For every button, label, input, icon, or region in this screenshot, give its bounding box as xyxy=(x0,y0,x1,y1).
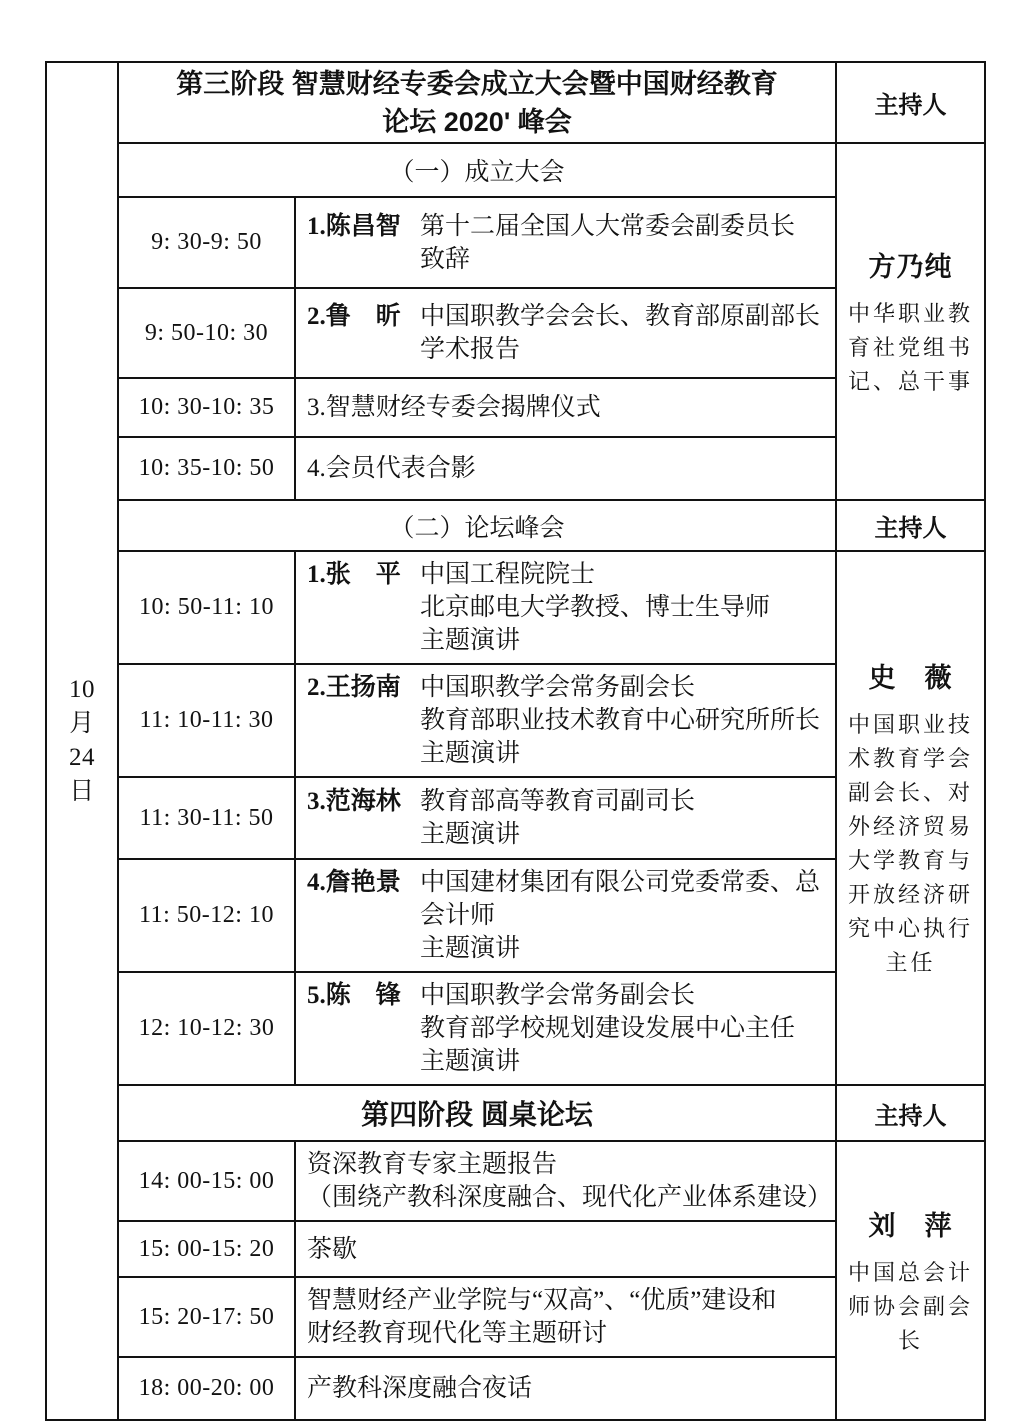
speaker-name: 2.鲁 昕 xyxy=(307,303,401,330)
content-cell xyxy=(295,664,836,777)
host-name: 史 薇 xyxy=(868,663,953,693)
time-cell: 10: 30-10: 35 xyxy=(118,378,295,437)
event-description: 资深教育专家主题报告 （围绕产教科深度融合、现代化产业体系建设） xyxy=(307,1151,833,1211)
section1-title: （一）成立大会 xyxy=(118,143,836,197)
time-cell: 11: 50-12: 10 xyxy=(118,859,295,972)
date-cell: 10 月 24 日 xyxy=(46,62,118,1420)
host-title: 中华职业教 育社党组书 记、总干事 xyxy=(848,300,974,394)
agenda-table xyxy=(45,61,986,1421)
host-column-header: 主持人 xyxy=(836,1085,985,1141)
time-cell: 9: 50-10: 30 xyxy=(118,288,295,378)
event-description: 教育部高等教育司副司长 主题演讲 xyxy=(420,788,696,848)
time-cell: 12: 10-12: 30 xyxy=(118,972,295,1085)
speaker-name: 1.陈昌智 xyxy=(307,212,401,240)
host-column-header: 主持人 xyxy=(836,62,985,143)
section1-host-cell xyxy=(836,143,985,500)
content-cell xyxy=(295,1357,836,1420)
schedule-row xyxy=(46,551,985,664)
event-description: 产教科深度融合夜话 xyxy=(307,1375,533,1402)
content-cell xyxy=(295,1141,836,1221)
event-description: 中国建材集团有限公司党委常委、总 会计师 主题演讲 xyxy=(420,869,821,962)
time-cell: 9: 30-9: 50 xyxy=(118,197,295,288)
section3-header-row xyxy=(46,1085,985,1141)
speaker-name: 3.范海林 xyxy=(307,788,401,815)
content-cell xyxy=(295,197,836,288)
speaker-name: 5.陈 锋 xyxy=(307,982,401,1009)
stage3-title: 第三阶段 智慧财经专委会成立大会暨中国财经教育 论坛 2020' 峰会 xyxy=(118,62,836,143)
section2-title: （二）论坛峰会 xyxy=(118,500,836,551)
section2-header-row xyxy=(46,500,985,551)
content-cell xyxy=(295,378,836,437)
speaker-name: 4.詹艳景 xyxy=(307,869,401,896)
event-description: 茶歇 xyxy=(307,1235,358,1263)
time-cell: 11: 10-11: 30 xyxy=(118,664,295,777)
time-cell: 14: 00-15: 00 xyxy=(118,1141,295,1221)
time-cell: 18: 00-20: 00 xyxy=(118,1357,295,1420)
section3-host-cell xyxy=(836,1141,985,1420)
time-cell: 10: 50-11: 10 xyxy=(118,551,295,664)
event-description: 中国职教学会常务副会长 教育部学校规划建设发展中心主任 主题演讲 xyxy=(420,982,796,1075)
schedule-row xyxy=(46,1141,985,1221)
time-cell: 15: 00-15: 20 xyxy=(118,1221,295,1277)
speaker-name: 2.王扬南 xyxy=(307,674,401,701)
content-cell xyxy=(295,1221,836,1277)
section1-header-row xyxy=(46,143,985,197)
host-title: 中国职业技 术教育学会 副会长、对 外经济贸易 大学教育与 开放经济研 究中心执行 主任 xyxy=(848,712,974,975)
content-cell xyxy=(295,777,836,859)
event-description: 智慧财经产业学院与“双高”、“优质”建设和 财经教育现代化等主题研讨 xyxy=(307,1287,777,1347)
stage4-title: 第四阶段 圆桌论坛 xyxy=(118,1085,836,1141)
event-description: 3.智慧财经专委会揭牌仪式 xyxy=(307,394,601,421)
content-cell xyxy=(295,859,836,972)
content-cell xyxy=(295,288,836,378)
host-name: 方乃纯 xyxy=(868,251,953,282)
speaker-name: 1.张 平 xyxy=(307,561,401,588)
event-description: 中国工程院院士 北京邮电大学教授、博士生导师 主题演讲 xyxy=(420,561,771,654)
content-cell xyxy=(295,551,836,664)
event-description: 第十二届全国人大常委会副委员长 致辞 xyxy=(420,212,796,273)
section2-host-cell xyxy=(836,551,985,1085)
time-cell: 11: 30-11: 50 xyxy=(118,777,295,859)
host-title: 中国总会计 师协会副会 长 xyxy=(848,1259,974,1353)
host-name: 刘 萍 xyxy=(868,1210,953,1241)
time-cell: 10: 35-10: 50 xyxy=(118,437,295,500)
host-column-header: 主持人 xyxy=(836,500,985,551)
content-cell xyxy=(295,972,836,1085)
title-row xyxy=(46,62,985,143)
event-description: 中国职教学会会长、教育部原副部长 学术报告 xyxy=(420,303,821,363)
content-cell xyxy=(295,1277,836,1357)
event-description: 中国职教学会常务副会长 教育部职业技术教育中心研究所所长 主题演讲 xyxy=(420,674,821,767)
event-description: 4.会员代表合影 xyxy=(307,455,476,482)
time-cell: 15: 20-17: 50 xyxy=(118,1277,295,1357)
content-cell xyxy=(295,437,836,500)
